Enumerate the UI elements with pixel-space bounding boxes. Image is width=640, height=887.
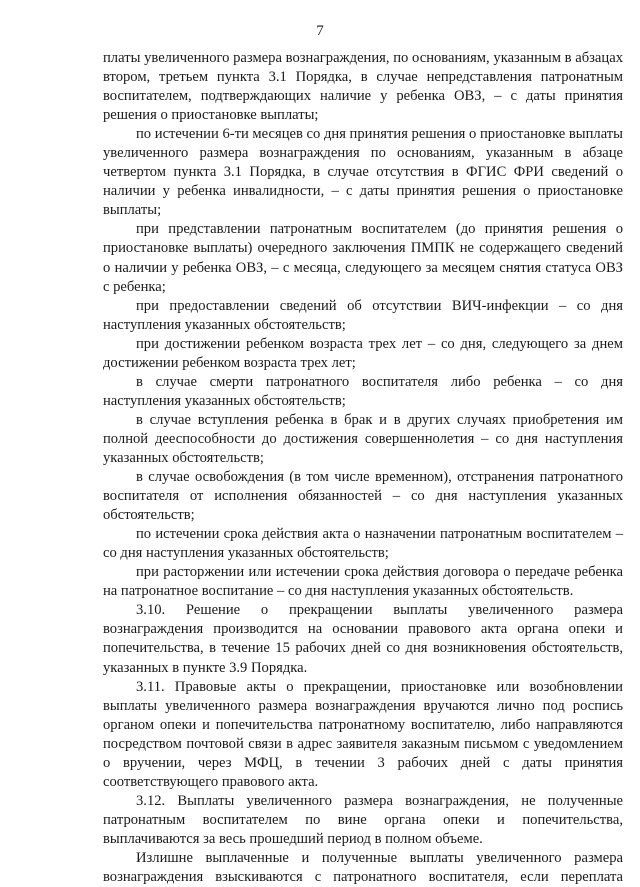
paragraph-act-expiry: по истечении срока действия акта о назначении патронатным воспитателем – со дня наступления указанных обстоятельств; bbox=[103, 526, 623, 562]
document-body bbox=[103, 49, 623, 887]
paragraph-pmpk-conclusion: при представлении патронатным воспитателем (до принятия решения о приостановке выплаты) очередного заключения ПМПК не содержащего сведений о наличии у ребенка ОВЗ, – с месяца, следующего за месяцем снятия статуса ОВЗ с ребенка; bbox=[103, 221, 623, 295]
paragraph-3-11: 3.11. Правовые акты о прекращении, приостановке или возобновлении выплаты увеличенного размера вознаграждения вручаются лично под роспись органом опеки и попечительства патронатному воспитателю, либо направляются посредством почтовой связи в адрес заявителя заказным письмом с уведомлением о вручении, через МФЦ, в течении 3 рабочих дней с даты принятия соответствующего правового акта. bbox=[103, 678, 623, 790]
paragraph-marriage: в случае вступления ребенка в брак и в других случаях приобретения им полной дееспособности до достижения совершеннолетия – со дня наступления указанных обстоятельств; bbox=[103, 411, 623, 466]
paragraph-overpayment: Излишне выплаченные и полученные выплаты увеличенного размера вознаграждения взыскиваются с патронатного воспитателя, если переплата bbox=[103, 849, 623, 886]
paragraph-6-months: по истечении 6-ти месяцев со дня принятия решения о приостановке выплаты увеличенного размера вознаграждения по основаниям, указанным в абзаце четвертом пункта 3.1 Порядка, в случае отсутствия в ФГИС ФРИ сведений о наличии у ребенка инвалидности, – с даты принятия решения о приостановке выплаты; bbox=[103, 126, 623, 219]
paragraph-contract-termination: при расторжении или истечении срока действия договора о передаче ребенка на патронатное воспитание – со дня наступления указанных обстоятельств. bbox=[103, 564, 623, 600]
paragraph-3-10: 3.10. Решение о прекращении выплаты увеличенного размера вознаграждения производится на основании правового акта органа опеки и попечительства, в течение 15 рабочих дней со дня возникновения обстоятельств, указанных в пункте 3.9 Порядка. bbox=[103, 602, 623, 676]
page-number: 7 bbox=[316, 23, 324, 39]
paragraph-release: в случае освобождения (в том числе временном), отстранения патронатного воспитателя от исполнения обязанностей – со дня наступления указанных обстоятельств; bbox=[103, 469, 623, 524]
paragraph-hiv: при предоставлении сведений об отсутствии ВИЧ-инфекции – со дня наступления указанных обстоятельств; bbox=[103, 297, 623, 333]
paragraph-death: в случае смерти патронатного воспитателя либо ребенка – со дня наступления указанных обстоятельств; bbox=[103, 373, 623, 409]
paragraph-age-three: при достижении ребенком возраста трех лет – со дня, следующего за днем достижении ребенком возраста трех лет; bbox=[103, 335, 623, 371]
paragraph-continuation: платы увеличенного размера вознаграждения, по основаниям, указанным в абзацах втором, третьем пункта 3.1 Порядка, в случае непредставления патронатным воспитателем, подтверждающих наличие у ребенка ОВЗ, – с даты принятия решения о приостановке выплаты; bbox=[103, 50, 623, 124]
paragraph-3-12: 3.12. Выплаты увеличенного размера вознаграждения, не полученные патронатным воспитателем по вине органа опеки и попечительства, выплачиваются за весь прошедший период в полном объеме. bbox=[103, 792, 623, 847]
